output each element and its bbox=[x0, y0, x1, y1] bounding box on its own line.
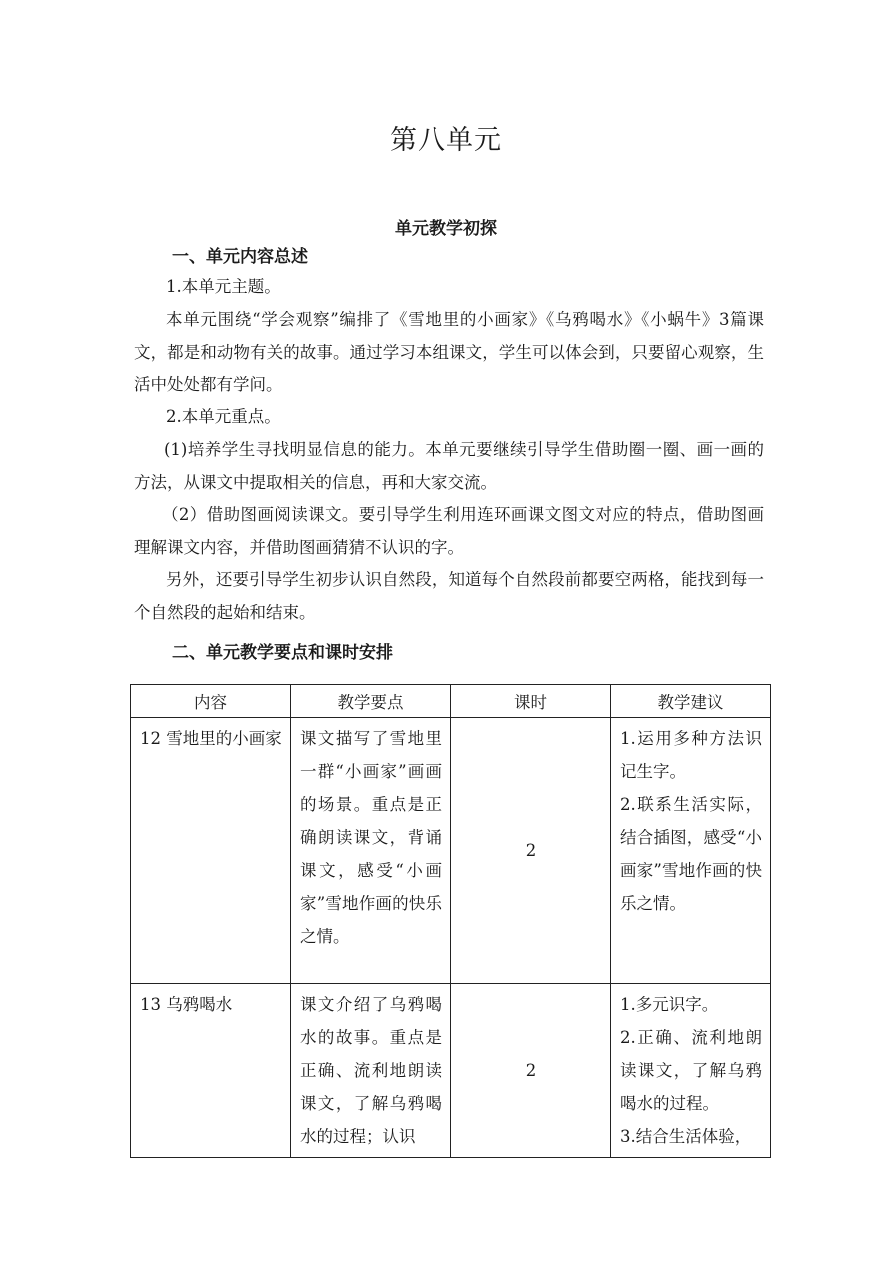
header-points: 教学要点 bbox=[291, 685, 451, 718]
table-header-row bbox=[131, 685, 771, 718]
row2-suggestion-2: 2.正确、流利地朗读课文，了解乌鸦喝水的过程。 bbox=[620, 1028, 762, 1113]
row2-hours: 2 bbox=[451, 984, 611, 1158]
table-row bbox=[131, 718, 771, 984]
row1-points: 课文描写了雪地里一群“小画家”画画的场景。重点是正确朗读课文，背诵课文，感受“小画家”雪地作画的快乐之情。 bbox=[291, 718, 451, 984]
header-content: 内容 bbox=[131, 685, 291, 718]
teaching-plan-table bbox=[130, 684, 771, 1158]
row1-suggestions bbox=[611, 718, 771, 984]
header-suggestions: 教学建议 bbox=[611, 685, 771, 718]
heading-teaching-plan: 二、单元教学要点和课时安排 bbox=[172, 643, 393, 663]
row1-hours: 2 bbox=[451, 718, 611, 984]
row2-suggestion-3: 3.结合生活体验， bbox=[620, 1127, 752, 1146]
row1-content: 12 雪地里的小画家 bbox=[131, 718, 291, 984]
row1-suggestion-1: 1.运用多种方法识记生字。 bbox=[620, 729, 762, 781]
item2-extra: 另外，还要引导学生初步认识自然段，知道每个自然段前都要空两格，能找到每一个自然段的起始和结束。 bbox=[134, 570, 764, 622]
item1-label: 1.本单元主题。 bbox=[166, 277, 281, 296]
row1-suggestion-2: 2.联系生活实际，结合插图，感受“小画家”雪地作画的快乐之情。 bbox=[620, 795, 762, 913]
row2-suggestions bbox=[611, 984, 771, 1158]
heading-content-overview: 一、单元内容总述 bbox=[172, 247, 308, 267]
row2-suggestion-1: 1.多元识字。 bbox=[620, 995, 719, 1014]
row2-content: 13 乌鸦喝水 bbox=[131, 984, 291, 1158]
page-title: 第八单元 bbox=[390, 125, 502, 156]
item2-point2: （2）借助图画阅读课文。要引导学生利用连环画课文图文对应的特点，借助图画理解课文内容，并借助图画猜猜不认识的字。 bbox=[134, 505, 764, 557]
row2-points: 课文介绍了乌鸦喝水的故事。重点是正确、流利地朗读课文，了解乌鸦喝水的过程；认识 bbox=[291, 984, 451, 1158]
header-hours: 课时 bbox=[451, 685, 611, 718]
table-row bbox=[131, 984, 771, 1158]
section-title: 单元教学初探 bbox=[395, 219, 497, 239]
item2-label: 2.本单元重点。 bbox=[166, 407, 281, 426]
item2-point1: (1)培养学生寻找明显信息的能力。本单元要继续引导学生借助圈一圈、画一画的方法，从课文中提取相关的信息，再和大家交流。 bbox=[134, 440, 764, 492]
item1-body: 本单元围绕“学会观察”编排了《雪地里的小画家》《乌鸦喝水》《小蜗牛》3篇课文，都是和动物有关的故事。通过学习本组课文，学生可以体会到，只要留心观察，生活中处处都有学问。 bbox=[134, 310, 764, 394]
